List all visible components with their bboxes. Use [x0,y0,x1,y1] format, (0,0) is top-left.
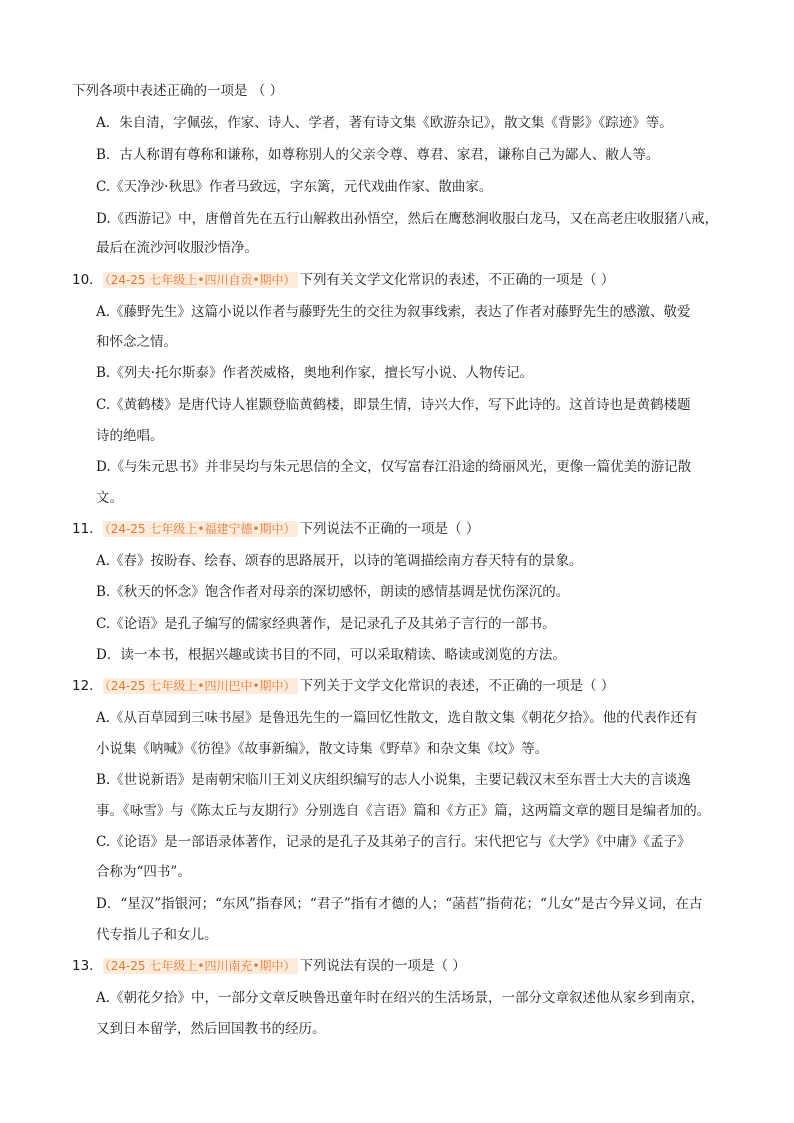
source-tag: （24-25 七年级上•四川自贡•期中） [104,273,296,287]
question-12-option-a: A.《从百草园到三味书屋》是鲁迅先生的一篇回忆性散文，选自散文集《朝花夕拾》。他的代表作还有 [96,710,698,726]
source-tag: （24-25 七年级上•四川南充•期中） [104,959,296,973]
question-12-option-b-cont: 事。《咏雪》与《陈太丘与友期行》分别选自《言语》篇和《方正》篇，这两篇文章的题目是编者加的。 [96,803,711,819]
question-12-option-c: C.《论语》是一部语录体著作，记录的是孔子及其弟子的言行。宋代把它与《大学》《中庸》《孟子》 [96,834,691,850]
question-number: 12． [72,678,103,694]
question-12-option-d: D．“星汉”指银河；“东风”指春风；“君子”指有才德的人；“菡萏”指荷花；“儿女”是古今异义词，在古 [96,896,703,912]
question-stem: 下列有关文学文化常识的表述，不正确的一项是（ ） [299,272,615,288]
question-13-option-a-cont: 又到日本留学，然后回国教书的经历。 [96,1021,326,1037]
question-12-option-a-cont: 小说集《呐喊》《彷徨》《故事新编》，散文诗集《野草》和杂文集《坟》等。 [96,741,549,757]
question-number: 11． [72,521,103,537]
question-10-option-c-cont: 诗的绝唱。 [96,428,164,444]
question-10-option-a: A.《藤野先生》这篇小说以作者与藤野先生的交往为叙事线索，表达了作者对藤野先生的感激、敬爱 [96,304,691,320]
question-11-option-c: C.《论语》是孔子编写的儒家经典著作，是记录孔子及其弟子言行的一部书。 [96,616,556,632]
question-12-option-b: B.《世说新语》是南朝宋临川王刘义庆组织编写的志人小说集，主要记载汉末至东晋士大夫的言谈逸 [96,772,691,788]
source-tag: （24-25 七年级上•四川巴中•期中） [104,679,296,693]
question-10-option-a-cont: 和怀念之情。 [96,334,177,350]
question-9-option-d-cont: 最后在流沙河收服沙悟净。 [96,240,258,256]
question-11-option-d: D．读一本书，根据兴趣或读书目的不同，可以采取精读、略读或浏览的方法。 [96,647,566,663]
question-10-option-c: C.《黄鹤楼》是唐代诗人崔颢登临黄鹤楼，即景生情，诗兴大作，写下此诗的。这首诗也是黄鹤楼题 [96,397,691,413]
question-12-option-c-cont: 合称为“四书”。 [96,864,191,880]
question-10-option-b: B.《列夫·托尔斯泰》作者茨威格，奥地利作家，擅长写小说、人物传记。 [96,365,534,381]
question-stem: 下列说法不正确的一项是（ ） [299,521,480,537]
question-13-header [72,957,466,975]
question-number: 13． [72,958,103,974]
question-12-option-d-cont: 代专指儿子和女儿。 [96,927,218,943]
source-tag: （24-25 七年级上•福建宁德•期中） [104,522,296,536]
question-11-option-b: B.《秋天的怀念》饱含作者对母亲的深切感怀，朗读的感情基调是忧伤深沉的。 [96,584,570,600]
question-9-option-c: C.《天净沙·秋思》作者马致远，字东篱，元代戏曲作家、散曲家。 [96,179,493,195]
question-10-option-d: D.《与朱元思书》并非吴均与朱元思信的全文，仅写富春江沿途的绮丽风光，更像一篇优美的游记散 [96,459,692,475]
question-11-header [72,520,479,538]
question-stem: 下列说法有误的一项是（ ） [299,958,466,974]
question-10-header [72,271,614,289]
question-13-option-a: A.《朝花夕拾》中，一部分文章反映鲁迅童年时在绍兴的生活场景，一部分文章叙述他从家乡到南京， [96,990,705,1006]
question-9-option-b: B．古人称谓有尊称和谦称，如尊称别人的父亲令尊、尊君、家君，谦称自己为鄙人、敝人等。 [96,147,660,163]
question-12-header [72,677,614,695]
question-9-option-d: D.《西游记》中，唐僧首先在五行山解救出孙悟空，然后在鹰愁涧收服白龙马，又在高老庄收服猪八戒， [96,211,719,227]
question-stem: 下列关于文学文化常识的表述，不正确的一项是（ ） [299,678,615,694]
question-9-option-a: A．朱自清，字佩弦，作家、诗人、学者，著有诗文集《欧游杂记》，散文集《背影》《踪迹》等。 [96,115,673,131]
question-11-option-a: A.《春》按盼春、绘春、颂春的思路展开，以诗的笔调描绘南方春天特有的景象。 [96,553,583,569]
question-9-stem: 下列各项中表述正确的一项是 （ ） [72,83,284,99]
question-number: 10． [72,272,103,288]
question-10-option-d-cont: 文。 [96,490,123,506]
